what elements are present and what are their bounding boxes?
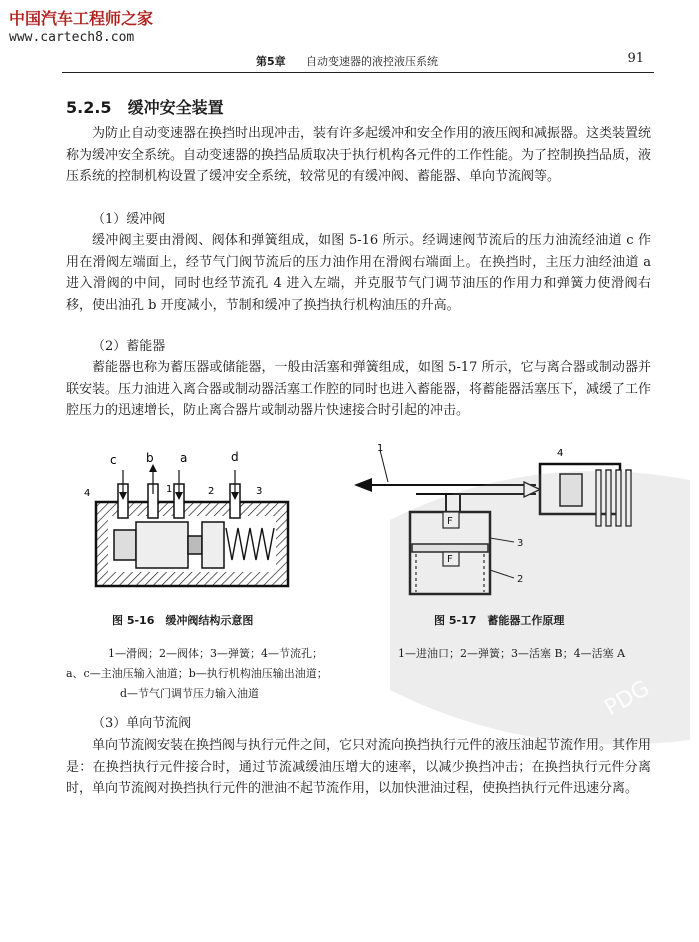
label-c: c: [110, 453, 117, 467]
label-3: 3: [517, 538, 524, 549]
site-logo-text: 中国汽车工程师之家: [9, 9, 154, 28]
legend-line: d—节气门调节压力输入油道: [120, 687, 260, 700]
chapter-title: 自动变速器的液控液压系统: [306, 55, 438, 68]
label-b: b: [146, 451, 154, 465]
subheading-check-valve: （3）单向节流阀: [92, 716, 192, 731]
label-1: 1: [377, 443, 384, 454]
label-2: 2: [208, 486, 215, 497]
figure-caption-5-17: 图 5-17 蓄能器工作原理: [434, 614, 565, 627]
legend-line: a、c—主油压输入油道；b—执行机构油压输出油道；: [66, 667, 328, 680]
subheading-accumulator: （2）蓄能器: [92, 339, 166, 354]
label-4: 4: [557, 448, 564, 459]
page-number: 91: [627, 51, 644, 66]
site-url: www.cartech8.com: [9, 30, 135, 45]
paragraph-accumulator: 蓄能器也称为蓄压器或储能器，一般由活塞和弹簧组成，如图 5-17 所示，它与离合器或制动器并联安装。压力油进入离合器或制动器活塞工作腔的同时也进入蓄能器，将蓄能器活塞压下，减缓了工作腔压力的迅速增长，防止离合器片或制动器片快速接合时引起的冲击。: [66, 360, 652, 418]
section-heading: [66, 95, 240, 118]
legend-line: 1—滑阀；2—阀体；3—弹簧；4—节流孔；: [108, 647, 323, 660]
label-2: 2: [517, 574, 524, 585]
force-label-bottom: F: [447, 554, 453, 565]
running-header: [62, 48, 654, 73]
paragraph-buffer-valve: 缓冲阀主要由滑阀、阀体和弹簧组成，如图 5-16 所示。经调速阀节流后的压力油流经油道 c 作用在滑阀左端面上，经节气门阀节流后的压力油作用在滑阀右端面上。在换挡时，主压力油经油道 a 进入滑阀的中间，同时也经节流孔 4 进入左端，并克服节气门调节油压的作用力和弹簧力使滑阀右移，使出油孔 b 开度减小，节制和缓冲了换挡执行机构油压的升高。: [66, 233, 651, 313]
label-4: 4: [84, 488, 91, 499]
label-a: a: [180, 451, 188, 465]
paragraph-check-valve: 单向节流阀安装在换挡阀与执行元件之间，它只对流向换挡执行元件的液压油起节流作用。其作用是：在换挡执行元件接合时，通过节流减缓油压增大的速率，以减少换挡冲击；在换挡执行元件分离时，单向节流阀对换挡执行元件的泄油不起节流作用，以加快泄油过程，使换挡执行元件迅速分离。: [66, 738, 652, 796]
label-3: 3: [256, 486, 263, 497]
label-d: d: [231, 450, 239, 464]
label-1: 1: [166, 484, 173, 495]
subheading-buffer-valve: （1）缓冲阀: [92, 212, 166, 227]
pdg-stamp: [360, 440, 699, 760]
force-label-top: F: [447, 516, 453, 527]
chapter-label: 第5章: [256, 55, 286, 68]
stamp-text: PDG: [600, 675, 654, 722]
section-number: 5.2.5: [66, 98, 112, 117]
figure-buffer-valve: [80, 446, 295, 606]
legend-line: 1—进油口；2—弹簧；3—活塞 B；4—活塞 A: [398, 647, 626, 660]
section-title: 缓冲安全装置: [127, 98, 224, 117]
paragraph-intro: 为防止自动变速器在换挡时出现冲击，装有许多起缓冲和安全作用的液压阀和减振器。这类装置统称为缓冲安全系统。自动变速器的换挡品质取决于执行机构各元件的工作性能。为了控制换挡品质，液压系统的控制机构设置了缓冲安全系统，较常见的有缓冲阀、蓄能器、单向节流阀等。: [66, 126, 652, 184]
figure-caption-5-16: 图 5-16 缓冲阀结构示意图: [112, 614, 254, 627]
